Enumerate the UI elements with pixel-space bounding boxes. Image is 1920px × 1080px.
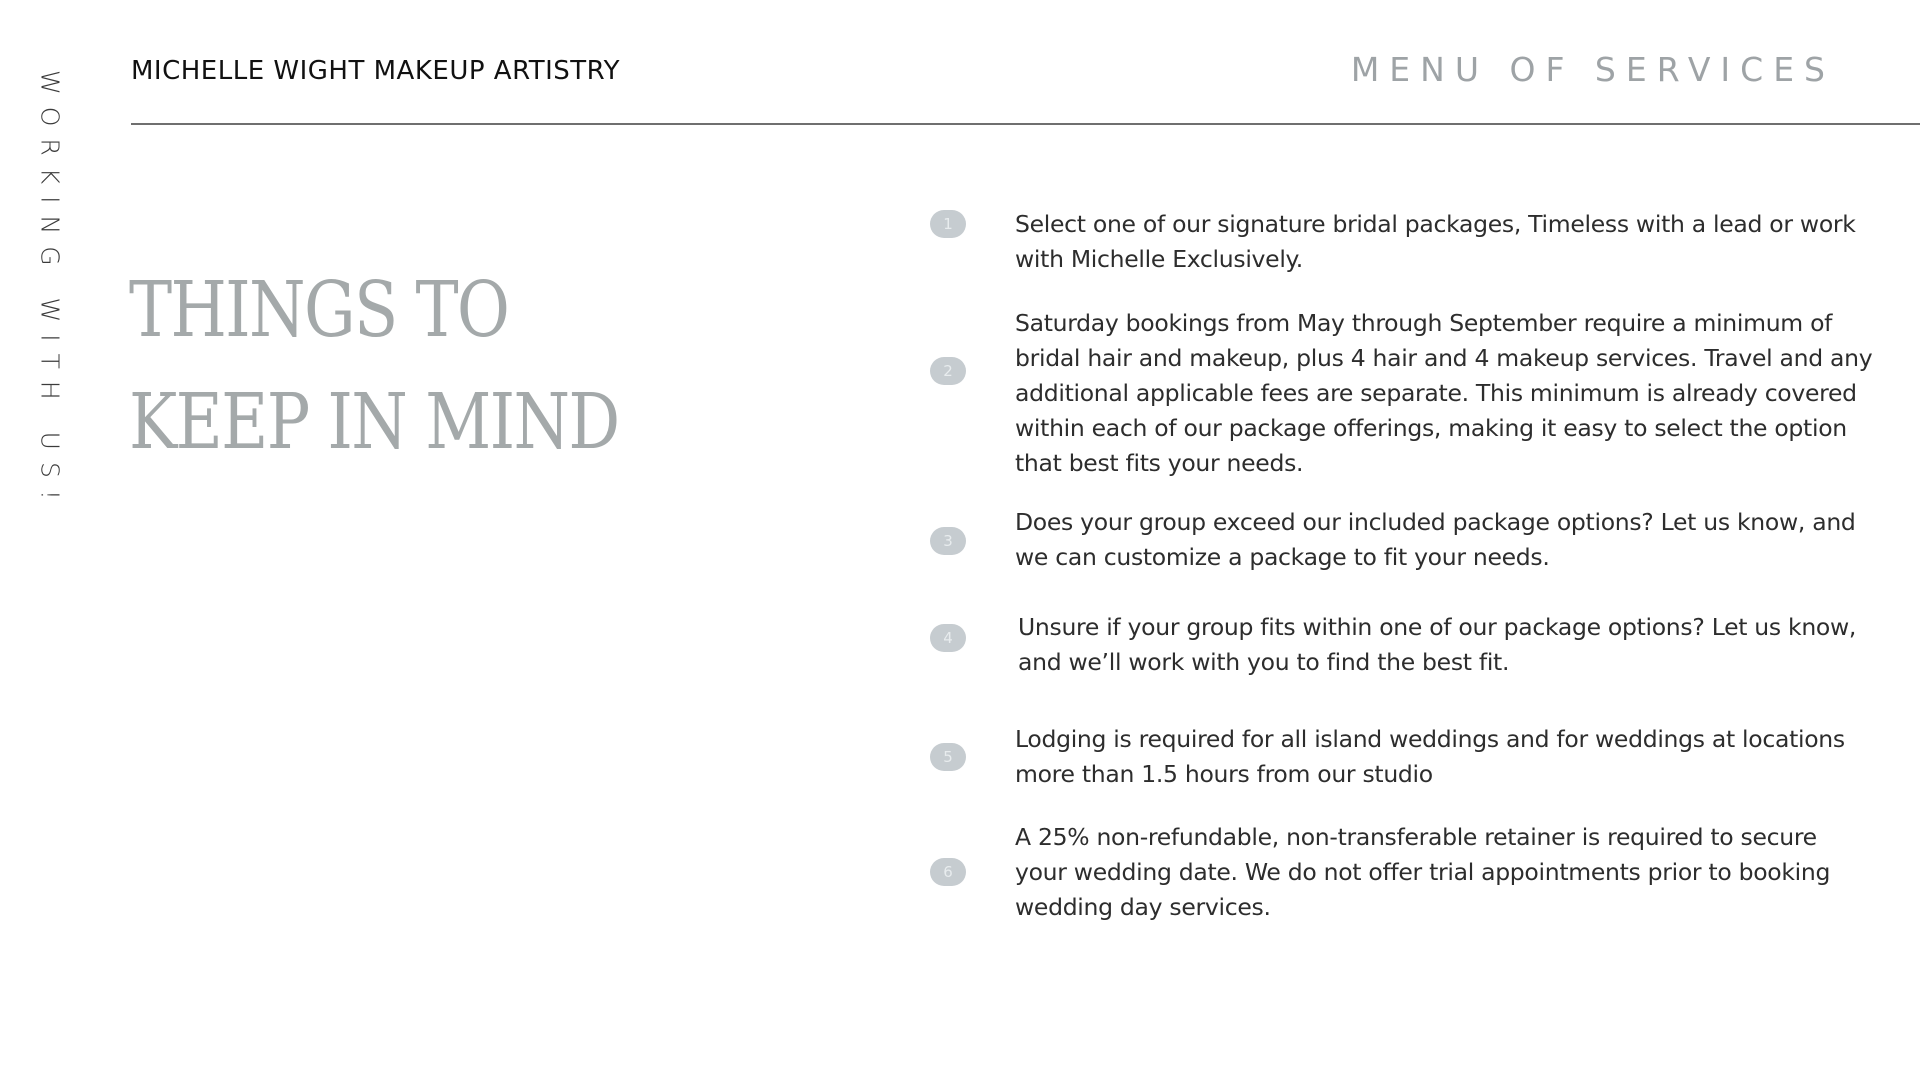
item-text: Select one of our signature bridal packages, Timeless with a lead or work with Michelle Exclusively.: [1015, 210, 1856, 273]
number-badge: 6: [930, 858, 966, 886]
item-text: Unsure if your group fits within one of our package options? Let us know, and we’ll work with you to find the best fit.: [1018, 613, 1857, 676]
heading-line-1: THINGS TO: [129, 266, 509, 355]
section-title: MENU OF SERVICES: [1350, 50, 1835, 89]
item-text: Does your group exceed our included package options? Let us know, and we can customize a package to fit your needs.: [1015, 508, 1856, 571]
number-badge: 5: [930, 743, 966, 771]
heading-line-2: KEEP IN MIND: [129, 378, 619, 467]
item-text: Saturday bookings from May through September require a minimum of bridal hair and makeup, plus 4 hair and 4 makeup services. Travel and any additional applicable fees are separate. This minimum is already covered within each of our package offerings, making it easy to select the option that best fits your needs.: [1015, 309, 1873, 477]
number-badge: 3: [930, 527, 966, 555]
page-heading: [129, 255, 619, 479]
item-text: Lodging is required for all island weddings and for weddings at locations more than 1.5 hours from our studio: [1015, 725, 1845, 788]
brand-name: MICHELLE WIGHT MAKEUP ARTISTRY: [131, 56, 620, 86]
vertical-side-label: [28, 70, 72, 540]
number-badge: 1: [930, 210, 966, 238]
number-badge: 2: [930, 357, 966, 385]
number-badge: 4: [930, 624, 966, 652]
item-text: A 25% non-refundable, non-transferable retainer is required to secure your wedding date. We do not offer trial appointments prior to booking wedding day services.: [1015, 823, 1831, 921]
header-divider: [131, 123, 1920, 125]
side-label-text: WORKING WITH US!: [35, 70, 65, 512]
